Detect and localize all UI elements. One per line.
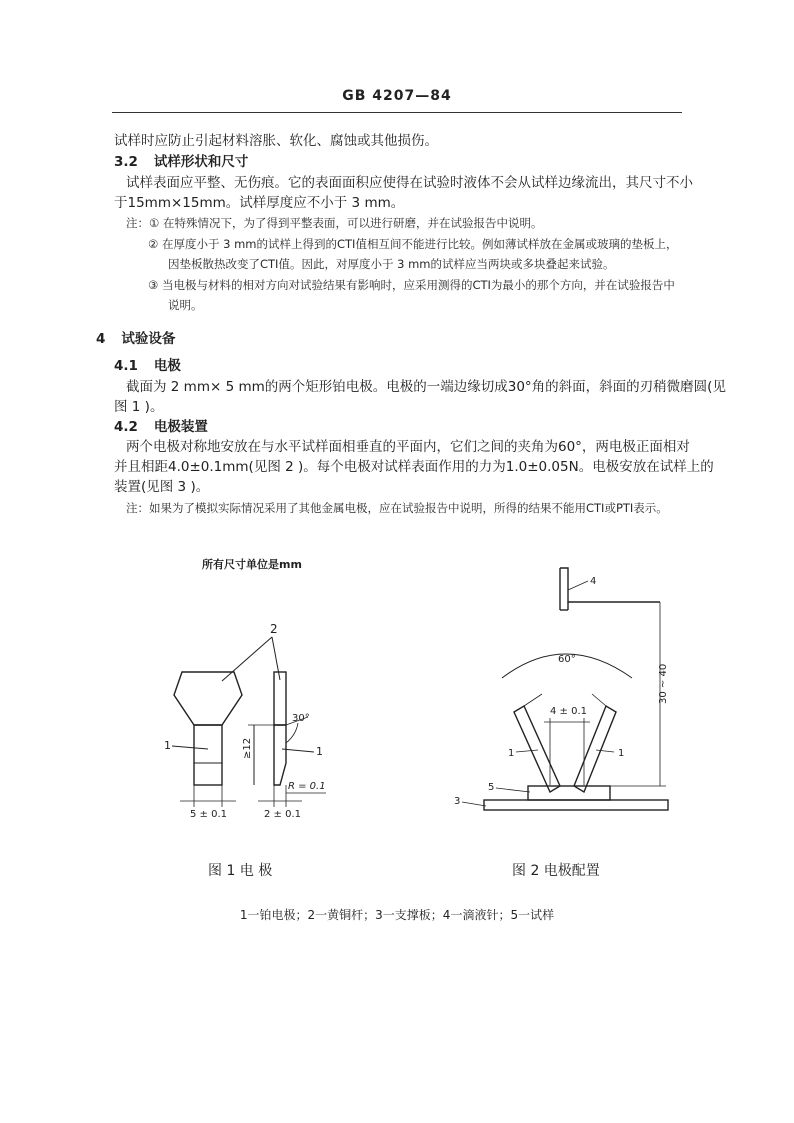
note-2-line-2: 因垫板散热改变了CTI值。因此，对厚度小于 3 mm的试样应当两块或多块叠起来试验。 (168, 257, 615, 271)
leader-line (222, 637, 272, 681)
section-number: 4.1 (114, 358, 138, 374)
section-title: 电极装置 (153, 419, 208, 435)
section-4-heading (96, 330, 175, 348)
note-2-line-1: ② 在厚度小于 3 mm的试样上得到的CTI值相互间不能进行比较。例如薄试样放在金属或玻璃的垫板上， (148, 237, 678, 251)
electrode-side (274, 725, 286, 785)
specimen (528, 786, 610, 800)
paragraph-line: 于15mm×15mm。试样厚度应不小于 3 mm。 (114, 195, 405, 211)
note-label: 注： (126, 216, 149, 230)
paragraph-line: 装置(见图 3 )。 (114, 479, 210, 495)
dim-12: ≥12 (242, 737, 253, 759)
radius-label: R = 0.1 (288, 781, 326, 792)
height-dimension: 30 ~ 40 (658, 663, 669, 704)
header-rule (112, 112, 682, 113)
paragraph-line: 截面为 2 mm× 5 mm的两个矩形铂电极。电极的一端边缘切成30°角的斜面，斜面的刃稍微磨圆(见 (126, 379, 726, 395)
label-1-right: 1 (316, 745, 323, 758)
section-4-2-heading (114, 418, 208, 436)
figure-2-caption: 图 2 电极配置 (512, 863, 600, 879)
leader-line (462, 802, 486, 806)
dim-thickness: 2 ± 0.1 (264, 809, 302, 820)
dim-width: 5 ± 0.1 (190, 809, 228, 820)
electrode-right (574, 706, 616, 792)
note-3-line-1: ③ 当电极与材料的相对方向对试验结果有影响时，应采用测得的CTI为最小的那个方向，并在试验报告中 (148, 278, 675, 292)
section-number: 4 (96, 331, 106, 347)
section-3-2-heading (114, 153, 248, 171)
leader-line (516, 750, 538, 752)
note-3-line-2: 说明。 (168, 298, 203, 312)
section-number: 4.2 (114, 419, 138, 435)
units-note: 所有尺寸单位是mm (202, 558, 302, 571)
figure-1-caption: 图 1 电 极 (208, 863, 273, 879)
extension-line (524, 694, 542, 706)
label-1-right: 1 (618, 748, 625, 759)
label-5: 5 (488, 782, 495, 793)
figure-legend: 1一铂电极；2一黄铜杆；3一支撑板；4一滴液针；5一试样 (239, 908, 555, 922)
gap-dimension: 4 ± 0.1 (550, 706, 588, 717)
leader-line (282, 749, 314, 752)
angle-arc (286, 723, 298, 743)
paragraph-line: 图 1 )。 (114, 399, 164, 415)
brass-rod-front (174, 672, 242, 725)
label-4: 4 (590, 576, 597, 587)
section-title: 电极 (153, 358, 181, 374)
leader-line (172, 746, 208, 749)
leader-line (496, 788, 530, 792)
extension-line (592, 694, 606, 706)
angle-30: 30° (292, 713, 310, 724)
paragraph-line: 两个电极对称地安放在与水平试样面相垂直的平面内，它们之间的夹角为60°，两电极正面相对 (126, 439, 690, 455)
section-number: 3.2 (114, 154, 138, 170)
label-3: 3 (454, 796, 461, 807)
support-plate (484, 800, 668, 810)
paragraph-line: 试样表面应平整、无伤痕。它的表面面积应使得在试验时液体不会从试样边缘流出，其尺寸不小 (126, 175, 693, 191)
leader-line (596, 750, 614, 752)
figure-1-electrode-drawing (150, 545, 370, 845)
leader-line (568, 581, 588, 590)
dropping-needle (560, 568, 660, 602)
section-4-1-heading (114, 357, 181, 375)
leader-line (272, 637, 280, 680)
electrode-front (194, 725, 222, 785)
figure-2-electrode-configuration (450, 560, 680, 830)
section-4-2-note: 注：如果为了模拟实际情况采用了其他金属电极，应在试验报告中说明，所得的结果不能用CTI或PTI表示。 (126, 501, 668, 515)
label-1-left: 1 (508, 748, 515, 759)
paragraph-line: 并且相距4.0±0.1mm(见图 2 )。每个电极对试样表面作用的力为1.0±0.05N。电极安放在试样上的 (114, 459, 714, 475)
standard-header: GB 4207—84 (342, 88, 452, 104)
note-1 (126, 215, 542, 231)
angle-60: 60° (558, 654, 576, 665)
label-2: 2 (270, 622, 278, 636)
section-title: 试样形状和尺寸 (153, 154, 249, 170)
carry-over-line: 试样时应防止引起材料溶胀、软化、腐蚀或其他损伤。 (114, 133, 438, 149)
label-1-left: 1 (164, 739, 171, 752)
note-text: ① 在特殊情况下，为了得到平整表面，可以进行研磨，并在试验报告中说明。 (149, 216, 543, 230)
electrode-left (514, 706, 560, 792)
section-title: 试验设备 (121, 331, 176, 347)
